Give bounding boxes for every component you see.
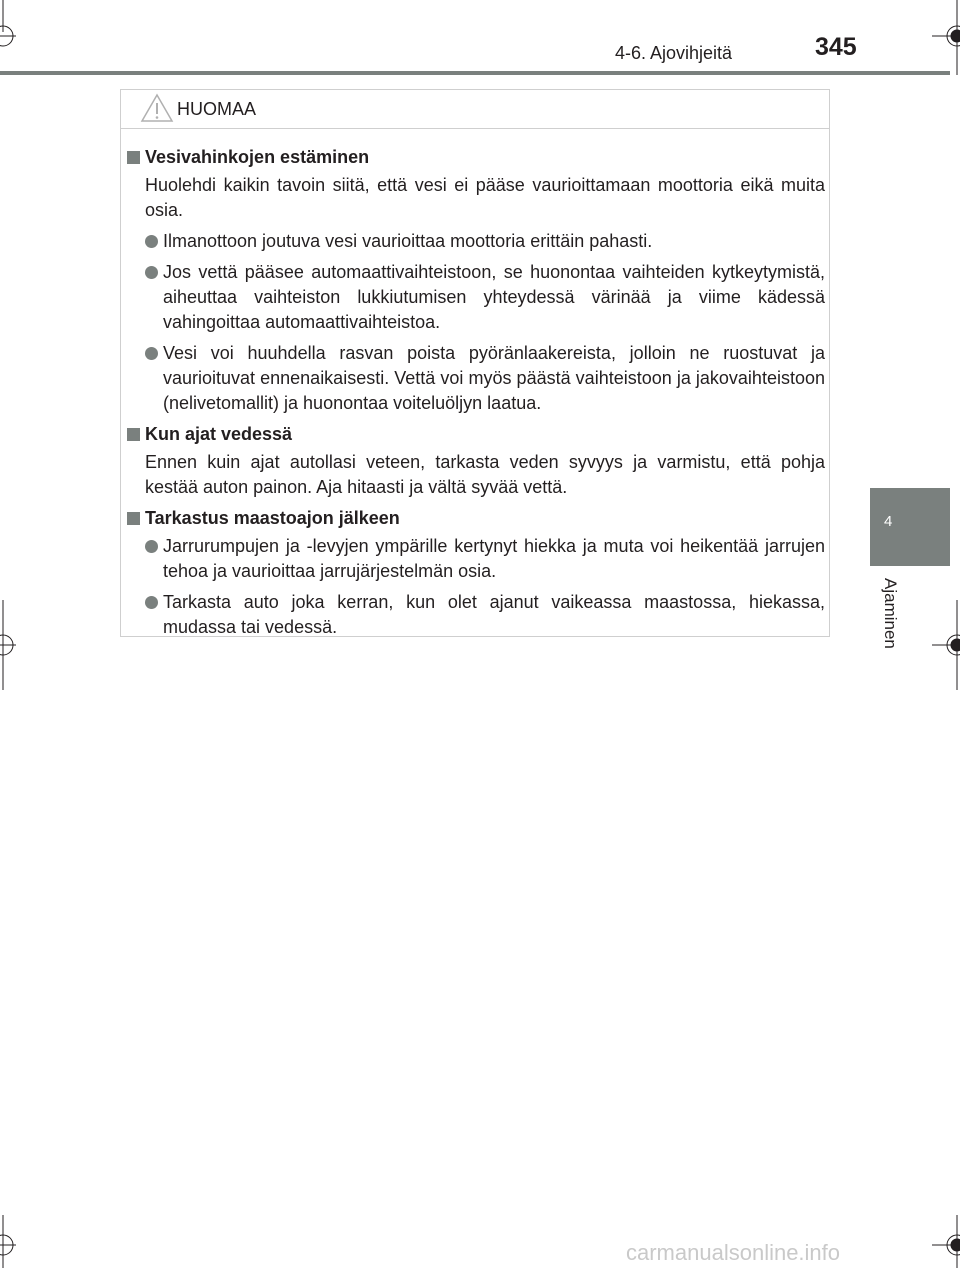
list-item [127,260,825,335]
round-bullet-icon [145,235,158,248]
header-rule [0,71,950,75]
list-item-text: Vesi voi huuhdella rasvan poista pyöränlaakereista, jolloin ne ruostuvat ja vaurioituvat ennenaikaisesti. Vettä voi myös päästä vaihteistoon ja jakovaihteistoon (nelivetomallit) ja huonontaa voiteluöljyn laatua. [163,343,825,413]
section-heading [127,145,825,169]
round-bullet-icon [145,347,158,360]
list-item [127,341,825,416]
list-item-text: Jarrurumpujen ja -levyjen ympärille kertynyt hiekka ja muta voi heikentää jarrujen tehoa ja vaurioittaa jarrujärjestelmän osia. [163,536,825,581]
notice-content [127,145,825,646]
crop-mark-mid-right [920,600,960,690]
running-head: 4-6. Ajovihjeitä [615,43,733,63]
list-item [127,534,825,584]
section-heading-text: Kun ajat vedessä [145,424,293,444]
square-bullet-icon [127,151,140,164]
section-heading-text: Tarkastus maastoajon jälkeen [145,508,400,528]
notice-title: HUOMAA [177,99,257,119]
chapter-label: Ajaminen [881,578,900,649]
list-item [127,229,825,254]
section-paragraph: Huolehdi kaikin tavoin siitä, että vesi ei pääse vaurioittamaan moottoria eikä muita osia. [145,175,825,220]
section-paragraph: Ennen kuin ajat autollasi veteen, tarkasta veden syvyys ja varmistu, että pohja kestää auton painon. Aja hitaasti ja vältä syvää vettä. [145,452,825,497]
chapter-tab [870,488,950,566]
crop-mark-bottom-left [0,1215,40,1268]
notice-box [120,89,830,637]
list-item-text: Ilmanottoon joutuva vesi vaurioittaa moottoria erittäin pahasti. [163,231,653,251]
section-heading [127,506,825,530]
crop-mark-top-left [0,0,40,75]
round-bullet-icon [145,266,158,279]
round-bullet-icon [145,540,158,553]
notice-header [121,90,829,129]
list-item-text: Jos vettä pääsee automaattivaihteistoon, se huonontaa vaihteiden kytkeytymistä, aiheuttaa vaihteiston lukkiutumisen yhteydessä värinää ja viime kädessä vahingoittaa automaattivaihteistoa. [163,262,825,332]
warning-triangle-icon [140,93,174,123]
round-bullet-icon [145,596,158,609]
square-bullet-icon [127,512,140,525]
section-heading [127,422,825,446]
square-bullet-icon [127,428,140,441]
page-number: 345 [815,33,857,61]
crop-mark-mid-left [0,600,40,690]
chapter-number: 4 [884,513,893,530]
crop-mark-bottom-right [920,1215,960,1268]
crop-mark-top-right [920,0,960,75]
watermark: carmanualsonline.info [626,1240,841,1265]
list-item [127,590,825,640]
section-heading-text: Vesivahinkojen estäminen [145,147,370,167]
list-item-text: Tarkasta auto joka kerran, kun olet ajanut vaikeassa maastossa, hiekassa, mudassa tai vedessä. [163,592,825,637]
